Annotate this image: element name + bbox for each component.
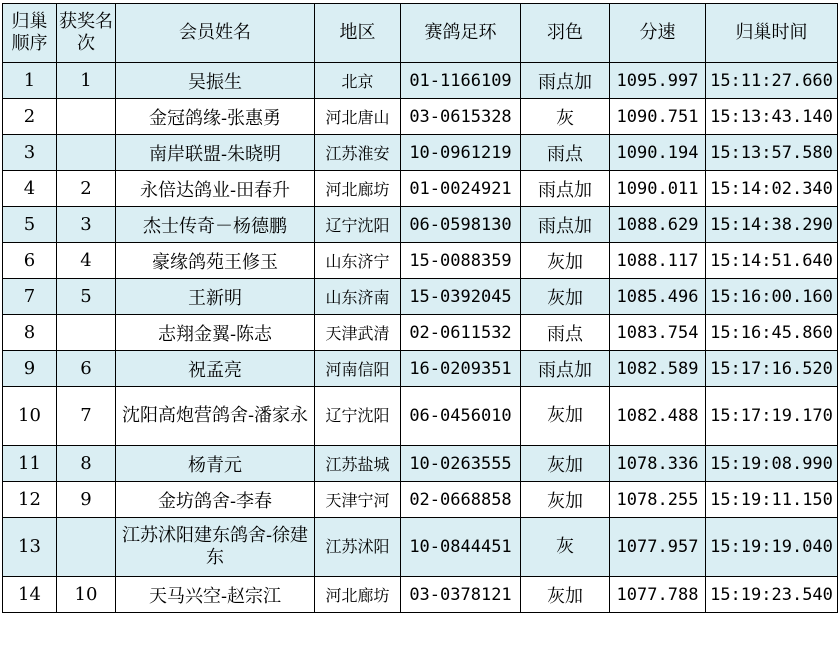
- cell-return-time: 15:16:00.160: [706, 279, 838, 315]
- cell-award: 9: [57, 482, 116, 518]
- cell-ring-number: 06-0456010: [401, 387, 521, 446]
- cell-feather-color: 灰加: [521, 482, 610, 518]
- cell-region: 天津武清: [315, 315, 401, 351]
- cell-feather-color: 灰: [521, 518, 610, 577]
- table-row: [3, 482, 838, 518]
- header-row: [3, 4, 838, 63]
- cell-speed: 1082.589: [610, 351, 706, 387]
- header-order: 归巢顺序: [3, 4, 57, 63]
- cell-member-name: 永倍达鸽业-田春升: [116, 171, 315, 207]
- cell-region: 山东济南: [315, 279, 401, 315]
- table-row: [3, 351, 838, 387]
- table-row: [3, 518, 838, 577]
- cell-award: 2: [57, 171, 116, 207]
- cell-return-time: 15:17:16.520: [706, 351, 838, 387]
- cell-feather-color: 雨点加: [521, 171, 610, 207]
- table-row: [3, 99, 838, 135]
- cell-ring-number: 15-0088359: [401, 243, 521, 279]
- table-row: [3, 63, 838, 99]
- cell-award: 7: [57, 387, 116, 446]
- cell-speed: 1090.011: [610, 171, 706, 207]
- cell-ring-number: 03-0615328: [401, 99, 521, 135]
- cell-region: 河北廊坊: [315, 171, 401, 207]
- cell-member-name: 江苏沭阳建东鸽舍-徐建东: [116, 518, 315, 577]
- header-speed: 分速: [610, 4, 706, 63]
- cell-feather-color: 灰加: [521, 279, 610, 315]
- cell-return-time: 15:14:51.640: [706, 243, 838, 279]
- cell-speed: 1078.336: [610, 446, 706, 482]
- cell-award: 5: [57, 279, 116, 315]
- cell-award: [57, 99, 116, 135]
- table-row: [3, 135, 838, 171]
- cell-order: 5: [3, 207, 57, 243]
- table-row: [3, 279, 838, 315]
- cell-order: 1: [3, 63, 57, 99]
- cell-order: 14: [3, 577, 57, 613]
- table-header: [3, 4, 838, 63]
- cell-feather-color: 雨点加: [521, 351, 610, 387]
- cell-ring-number: 03-0378121: [401, 577, 521, 613]
- cell-speed: 1082.488: [610, 387, 706, 446]
- cell-member-name: 金坊鸽舍-李春: [116, 482, 315, 518]
- cell-order: 13: [3, 518, 57, 577]
- table-row: [3, 207, 838, 243]
- cell-award: 3: [57, 207, 116, 243]
- cell-order: 10: [3, 387, 57, 446]
- table-row: [3, 315, 838, 351]
- cell-ring-number: 10-0263555: [401, 446, 521, 482]
- cell-order: 11: [3, 446, 57, 482]
- cell-award: 4: [57, 243, 116, 279]
- table-row: [3, 243, 838, 279]
- cell-region: 河南信阳: [315, 351, 401, 387]
- cell-order: 6: [3, 243, 57, 279]
- cell-order: 4: [3, 171, 57, 207]
- cell-member-name: 金冠鸽缘-张惠勇: [116, 99, 315, 135]
- cell-speed: 1077.788: [610, 577, 706, 613]
- cell-return-time: 15:19:08.990: [706, 446, 838, 482]
- cell-member-name: 吴振生: [116, 63, 315, 99]
- cell-speed: 1088.117: [610, 243, 706, 279]
- cell-return-time: 15:14:38.290: [706, 207, 838, 243]
- cell-region: 江苏盐城: [315, 446, 401, 482]
- cell-speed: 1090.194: [610, 135, 706, 171]
- cell-return-time: 15:14:02.340: [706, 171, 838, 207]
- header-color: 羽色: [521, 4, 610, 63]
- cell-ring-number: 01-1166109: [401, 63, 521, 99]
- cell-award: [57, 315, 116, 351]
- cell-feather-color: 雨点: [521, 135, 610, 171]
- header-member: 会员姓名: [116, 4, 315, 63]
- cell-award: 1: [57, 63, 116, 99]
- cell-ring-number: 02-0668858: [401, 482, 521, 518]
- cell-order: 2: [3, 99, 57, 135]
- cell-speed: 1095.997: [610, 63, 706, 99]
- cell-award: 10: [57, 577, 116, 613]
- cell-member-name: 志翔金翼-陈志: [116, 315, 315, 351]
- table-row: [3, 577, 838, 613]
- cell-order: 12: [3, 482, 57, 518]
- cell-member-name: 杰士传奇－杨德鹏: [116, 207, 315, 243]
- cell-return-time: 15:13:43.140: [706, 99, 838, 135]
- cell-region: 江苏淮安: [315, 135, 401, 171]
- cell-region: 河北唐山: [315, 99, 401, 135]
- cell-region: 北京: [315, 63, 401, 99]
- table-body: [3, 63, 838, 613]
- cell-feather-color: 灰加: [521, 577, 610, 613]
- cell-speed: 1083.754: [610, 315, 706, 351]
- cell-return-time: 15:19:23.540: [706, 577, 838, 613]
- cell-speed: 1090.751: [610, 99, 706, 135]
- cell-speed: 1085.496: [610, 279, 706, 315]
- cell-award: [57, 135, 116, 171]
- header-award: 获奖名次: [57, 4, 116, 63]
- cell-order: 7: [3, 279, 57, 315]
- cell-region: 辽宁沈阳: [315, 207, 401, 243]
- cell-order: 8: [3, 315, 57, 351]
- cell-region: 辽宁沈阳: [315, 387, 401, 446]
- header-ring: 赛鸽足环: [401, 4, 521, 63]
- cell-feather-color: 灰: [521, 99, 610, 135]
- table-row: [3, 171, 838, 207]
- cell-member-name: 南岸联盟-朱晓明: [116, 135, 315, 171]
- cell-member-name: 沈阳高炮营鸽舍-潘家永: [116, 387, 315, 446]
- cell-feather-color: 雨点加: [521, 63, 610, 99]
- cell-feather-color: 雨点加: [521, 207, 610, 243]
- cell-ring-number: 06-0598130: [401, 207, 521, 243]
- cell-member-name: 王新明: [116, 279, 315, 315]
- table-row: [3, 446, 838, 482]
- cell-member-name: 祝孟亮: [116, 351, 315, 387]
- cell-award: [57, 518, 116, 577]
- cell-feather-color: 灰加: [521, 387, 610, 446]
- cell-award: 6: [57, 351, 116, 387]
- cell-award: 8: [57, 446, 116, 482]
- cell-member-name: 豪缘鸽苑王修玉: [116, 243, 315, 279]
- cell-speed: 1077.957: [610, 518, 706, 577]
- cell-return-time: 15:16:45.860: [706, 315, 838, 351]
- cell-feather-color: 雨点: [521, 315, 610, 351]
- cell-return-time: 15:19:19.040: [706, 518, 838, 577]
- cell-return-time: 15:13:57.580: [706, 135, 838, 171]
- cell-region: 河北廊坊: [315, 577, 401, 613]
- cell-member-name: 杨青元: [116, 446, 315, 482]
- cell-ring-number: 10-0961219: [401, 135, 521, 171]
- header-time: 归巢时间: [706, 4, 838, 63]
- cell-return-time: 15:17:19.170: [706, 387, 838, 446]
- race-results-table: [2, 3, 838, 613]
- cell-return-time: 15:11:27.660: [706, 63, 838, 99]
- cell-order: 3: [3, 135, 57, 171]
- cell-region: 天津宁河: [315, 482, 401, 518]
- cell-ring-number: 02-0611532: [401, 315, 521, 351]
- cell-feather-color: 灰加: [521, 243, 610, 279]
- cell-return-time: 15:19:11.150: [706, 482, 838, 518]
- cell-ring-number: 16-0209351: [401, 351, 521, 387]
- table-row: [3, 387, 838, 446]
- cell-feather-color: 灰加: [521, 446, 610, 482]
- cell-ring-number: 01-0024921: [401, 171, 521, 207]
- header-region: 地区: [315, 4, 401, 63]
- cell-speed: 1078.255: [610, 482, 706, 518]
- cell-speed: 1088.629: [610, 207, 706, 243]
- cell-ring-number: 10-0844451: [401, 518, 521, 577]
- cell-ring-number: 15-0392045: [401, 279, 521, 315]
- cell-region: 江苏沭阳: [315, 518, 401, 577]
- cell-region: 山东济宁: [315, 243, 401, 279]
- cell-order: 9: [3, 351, 57, 387]
- cell-member-name: 天马兴空-赵宗江: [116, 577, 315, 613]
